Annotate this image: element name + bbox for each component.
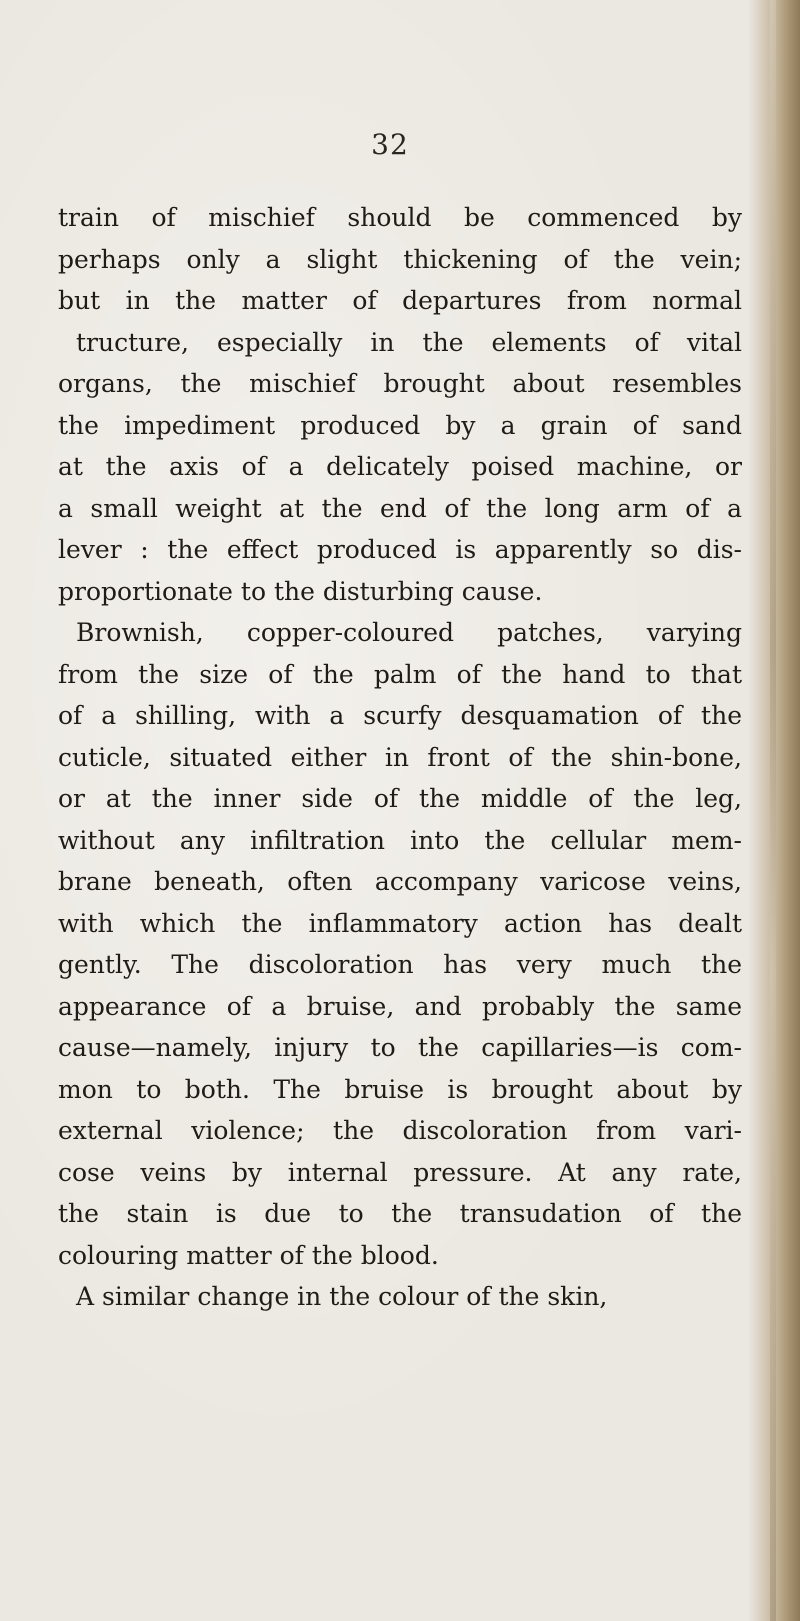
text-line: cause—namely, injury to the capillaries—is com- [58, 1033, 742, 1062]
text-line: cuticle, situated either in front of the shin-bone, [58, 742, 742, 772]
text-line: external violence; the discoloration from vari- [58, 1116, 742, 1145]
text-line: gently. The discoloration has very much the [58, 950, 742, 979]
body-text [58, 197, 742, 1318]
text-line: organs, the mischief brought about resembles [58, 369, 742, 398]
text-line: mon to both. The bruise is brought about by [58, 1074, 742, 1104]
text-line: cose veins by internal pressure. At any rate, [58, 1157, 742, 1187]
text-line: the stain is due to the transudation of the [58, 1199, 742, 1228]
text-line: colouring matter of the blood. [58, 1240, 439, 1270]
page-binding-edge [748, 0, 800, 1621]
text-line: A similar change in the colour of the skin, [76, 1282, 608, 1311]
text-line: at the axis of a delicately poised machine, or [58, 452, 742, 481]
text-line: lever : the effect produced is apparently so dis- [58, 535, 742, 564]
text-line: brane beneath, often accompany varicose veins, [58, 867, 742, 896]
text-line: appearance of a bruise, and probably the same [58, 991, 742, 1021]
text-line: Brownish, copper-coloured patches, varying [76, 618, 742, 647]
text-line: perhaps only a slight thickening of the vein; [58, 244, 742, 274]
text-line: the impediment produced by a grain of sand [58, 410, 742, 440]
text-line: from the size of the palm of the hand to that [58, 659, 742, 689]
text-line: without any infiltration into the cellular mem- [58, 825, 742, 855]
text-line: proportionate to the disturbing cause. [58, 576, 543, 606]
text-line: with which the inflammatory action has dealt [58, 908, 742, 938]
text-line: tructure, especially in the elements of vital [76, 327, 742, 357]
text-line: train of mischief should be commenced by [58, 203, 742, 232]
text-line: or at the inner side of the middle of the leg, [58, 784, 742, 813]
text-line: but in the matter of departures from normal [58, 286, 742, 315]
text-line: a small weight at the end of the long arm of a [58, 493, 742, 523]
page-number: 32 [371, 128, 409, 161]
text-line: of a shilling, with a scurfy desquamation of the [58, 701, 742, 730]
